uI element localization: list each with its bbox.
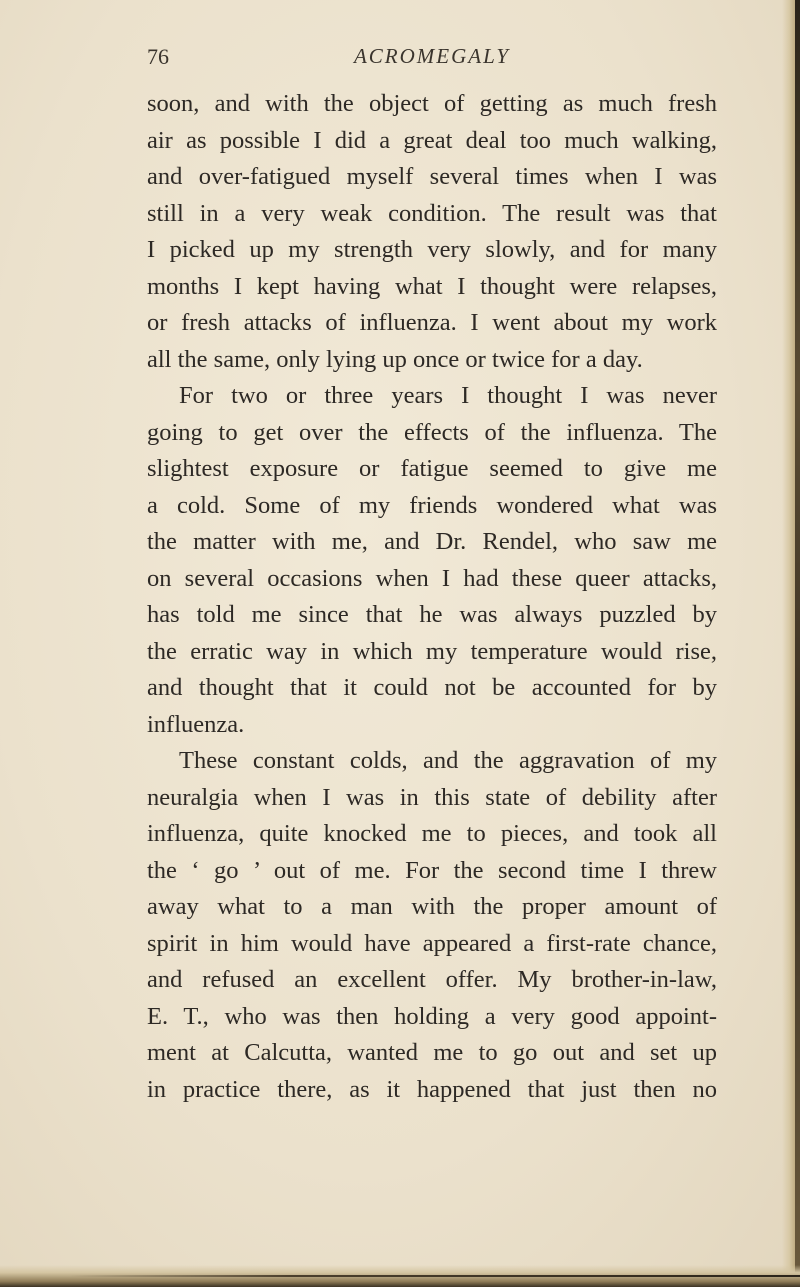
text-line: ment at Calcutta, wanted me to go out and set up: [147, 1039, 717, 1066]
running-head: ACROMEGALY: [353, 44, 511, 68]
text-line: spirit in him would have appeared a first-rate chance,: [147, 929, 717, 957]
page-header: [147, 44, 717, 80]
text-line: and over-fatigued myself several times when I was: [147, 163, 717, 190]
text-line: and thought that it could not be accounted for by: [147, 674, 717, 701]
text-line: or fresh attacks of influenza. I went about my work: [147, 309, 717, 336]
text-line: influenza, quite knocked me to pieces, and took all: [147, 820, 717, 847]
text-line: and refused an excellent offer. My brother-in-law,: [147, 966, 717, 993]
page-number: 76: [147, 44, 169, 69]
text-line: soon, and with the object of getting as much fresh: [147, 90, 717, 117]
text-line: I picked up my strength very slowly, and for many: [147, 236, 717, 263]
text-line: a cold. Some of my friends wondered what was: [147, 491, 717, 519]
text-line: on several occasions when I had these queer attacks,: [147, 564, 717, 592]
page-gutter-right: [795, 0, 800, 1287]
text-line: in practice there, as it happened that just then no: [147, 1075, 717, 1103]
page-edge-line-bottom: [70, 1275, 800, 1277]
text-line: influenza.: [147, 710, 245, 738]
text-line: air as possible I did a great deal too much walking,: [147, 126, 717, 154]
text-line: away what to a man with the proper amount of: [147, 893, 717, 920]
body-text: [147, 86, 717, 1108]
text-line: the matter with me, and Dr. Rendel, who saw me: [147, 528, 717, 555]
text-line: E. T., who was then holding a very good appoint-: [147, 1002, 717, 1030]
text-line: has told me since that he was always puzzled by: [147, 601, 717, 628]
text-line: These constant colds, and the aggravation of my: [179, 747, 717, 774]
text-line: the ‘ go ’ out of me. For the second time I threw: [147, 856, 717, 884]
text-line: For two or three years I thought I was never: [179, 382, 717, 409]
text-line: the erratic way in which my temperature would rise,: [147, 637, 717, 665]
text-line: slightest exposure or fatigue seemed to give me: [147, 455, 717, 482]
text-line: going to get over the effects of the influenza. The: [147, 418, 717, 446]
text-line: all the same, only lying up once or twice for a day.: [147, 345, 643, 373]
text-line: still in a very weak condition. The result was that: [147, 199, 717, 227]
text-line: neuralgia when I was in this state of debility after: [147, 783, 717, 811]
text-line: months I kept having what I thought were relapses,: [147, 272, 717, 300]
